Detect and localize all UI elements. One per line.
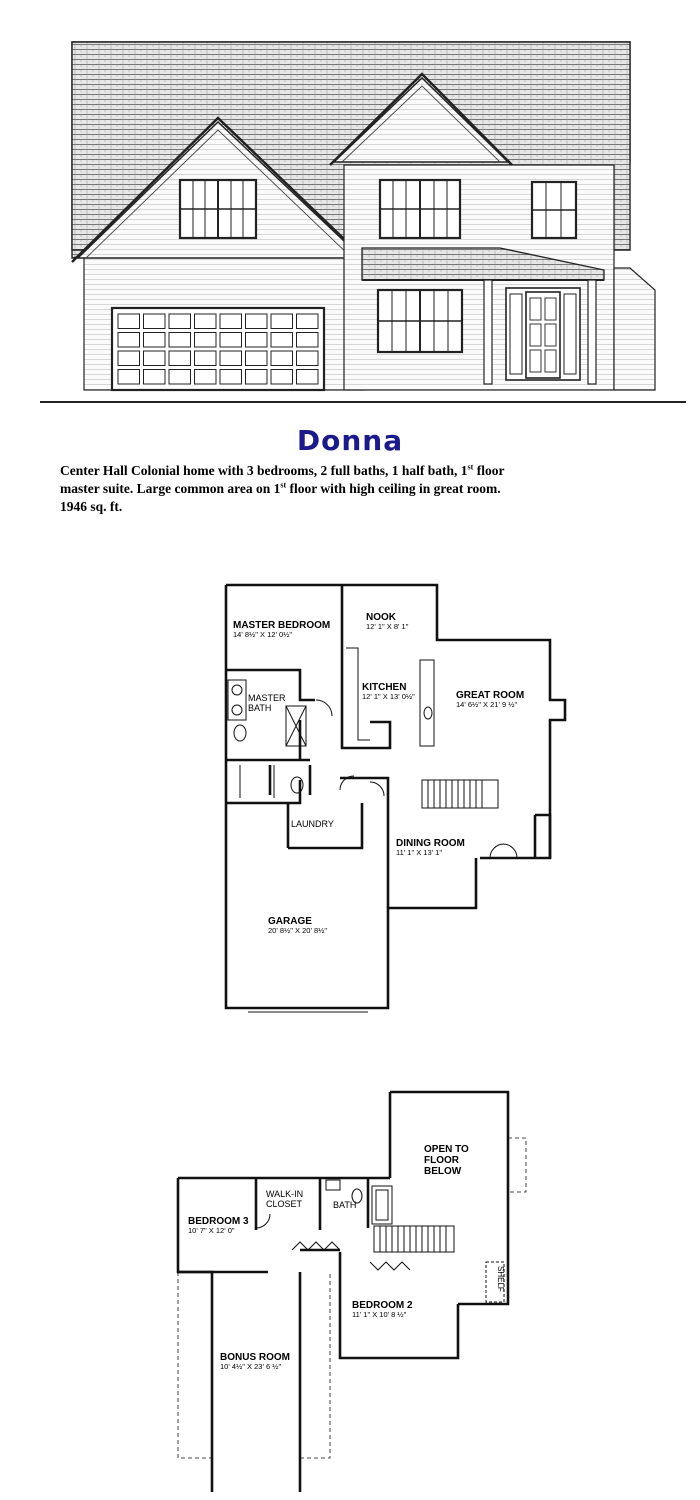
garage-door-panel xyxy=(169,333,191,348)
porch-column xyxy=(588,280,596,384)
garage-door-panel xyxy=(297,333,319,348)
garage-door-panel xyxy=(144,314,166,329)
room-dims: 10' 7" X 12' 0" xyxy=(188,1226,235,1235)
garage-door-panel xyxy=(195,333,217,348)
room-dims: 11' 1" X 10' 8 ½" xyxy=(352,1310,407,1319)
description-line1: Center Hall Colonial home with 3 bedrooms, 2 full baths, 1 half bath, 1 xyxy=(60,463,468,478)
garage-door-panel xyxy=(118,351,140,366)
upper-center-window xyxy=(380,180,460,238)
garage-door-panel xyxy=(220,351,242,366)
plan-description: Center Hall Colonial home with 3 bedrooms, 2 full baths, 1 half bath, 1st floor master suite. Large common area on 1st floor with high ceiling in great room. 1946 sq. ft. xyxy=(60,462,505,514)
garage-door-panel xyxy=(220,333,242,348)
room-dims: 20' 8½" X 20' 8½" xyxy=(268,926,328,935)
garage-door-panel xyxy=(271,351,293,366)
garage-door-panel xyxy=(220,314,242,329)
room-label: BONUS ROOM xyxy=(220,1352,290,1363)
room-dims: 14' 6½" X 21' 9 ½" xyxy=(456,700,518,709)
garage-door-panel xyxy=(297,351,319,366)
room-label: GREAT ROOM xyxy=(456,690,525,701)
room-label: WALK-IN xyxy=(266,1189,304,1199)
second-floor-plan xyxy=(0,1085,700,1495)
room-label: BEDROOM 3 xyxy=(188,1216,249,1227)
room-label: BEDROOM 2 xyxy=(352,1300,413,1311)
upper-left-window xyxy=(180,180,256,238)
garage-door-panel xyxy=(144,333,166,348)
first-floor-plan xyxy=(0,570,700,1020)
room-label: NOOK xyxy=(366,612,396,623)
room-label: GARAGE xyxy=(268,916,312,927)
garage-door-panel xyxy=(195,351,217,366)
front-elevation-drawing xyxy=(0,0,700,410)
garage-door-panel xyxy=(271,370,293,385)
garage-door-panel xyxy=(246,351,268,366)
porch-column xyxy=(484,280,492,384)
upper-right-window xyxy=(532,182,576,238)
room-dims: 11' 1" X 13' 1" xyxy=(396,848,442,857)
room-dims: BATH xyxy=(248,703,272,713)
garage-door-panel xyxy=(169,370,191,385)
room-label: MASTER xyxy=(248,693,286,703)
garage-door-panel xyxy=(220,370,242,385)
room-label: OPEN TO xyxy=(424,1144,469,1155)
room-label: BATH xyxy=(333,1200,357,1210)
garage-door-panel xyxy=(246,370,268,385)
garage-door-panel xyxy=(169,314,191,329)
garage-door-panel xyxy=(246,333,268,348)
description-line3: 1946 sq. ft. xyxy=(60,499,123,514)
garage-door-panel xyxy=(118,333,140,348)
lower-window xyxy=(378,290,462,352)
room-dims: 10' 4½" X 23' 6 ½" xyxy=(220,1362,282,1371)
garage-door-panel xyxy=(297,314,319,329)
garage-door xyxy=(112,308,324,390)
room-label: CLOSET xyxy=(266,1199,303,1209)
room-dims: 12' 1" X 13' 0½" xyxy=(362,692,415,701)
plan-title: Donna xyxy=(296,424,404,457)
garage-door-panel xyxy=(195,314,217,329)
room-label: FLOOR xyxy=(424,1155,459,1166)
garage-door-panel xyxy=(271,314,293,329)
garage-door-panel xyxy=(144,351,166,366)
garage-door-panel xyxy=(144,370,166,385)
description-line2: master suite. Large common area on 1 xyxy=(60,481,281,496)
room-dims: 12' 1" X 8' 1" xyxy=(366,622,409,631)
garage-door-panel xyxy=(246,314,268,329)
room-label: MASTER BEDROOM xyxy=(233,620,331,631)
room-label: BELOW xyxy=(424,1166,462,1177)
room-label: SHELF xyxy=(496,1266,505,1292)
garage-door-panel xyxy=(195,370,217,385)
garage-door-panel xyxy=(118,370,140,385)
garage-door-panel xyxy=(297,370,319,385)
room-label: LAUNDRY xyxy=(291,819,334,829)
garage-door-panel xyxy=(169,351,191,366)
front-door xyxy=(506,288,580,380)
garage-door-panel xyxy=(271,333,293,348)
room-label: KITCHEN xyxy=(362,682,407,693)
room-dims: 14' 8½" X 12' 0½" xyxy=(233,630,293,639)
room-label: DINING ROOM xyxy=(396,838,465,849)
garage-door-panel xyxy=(118,314,140,329)
